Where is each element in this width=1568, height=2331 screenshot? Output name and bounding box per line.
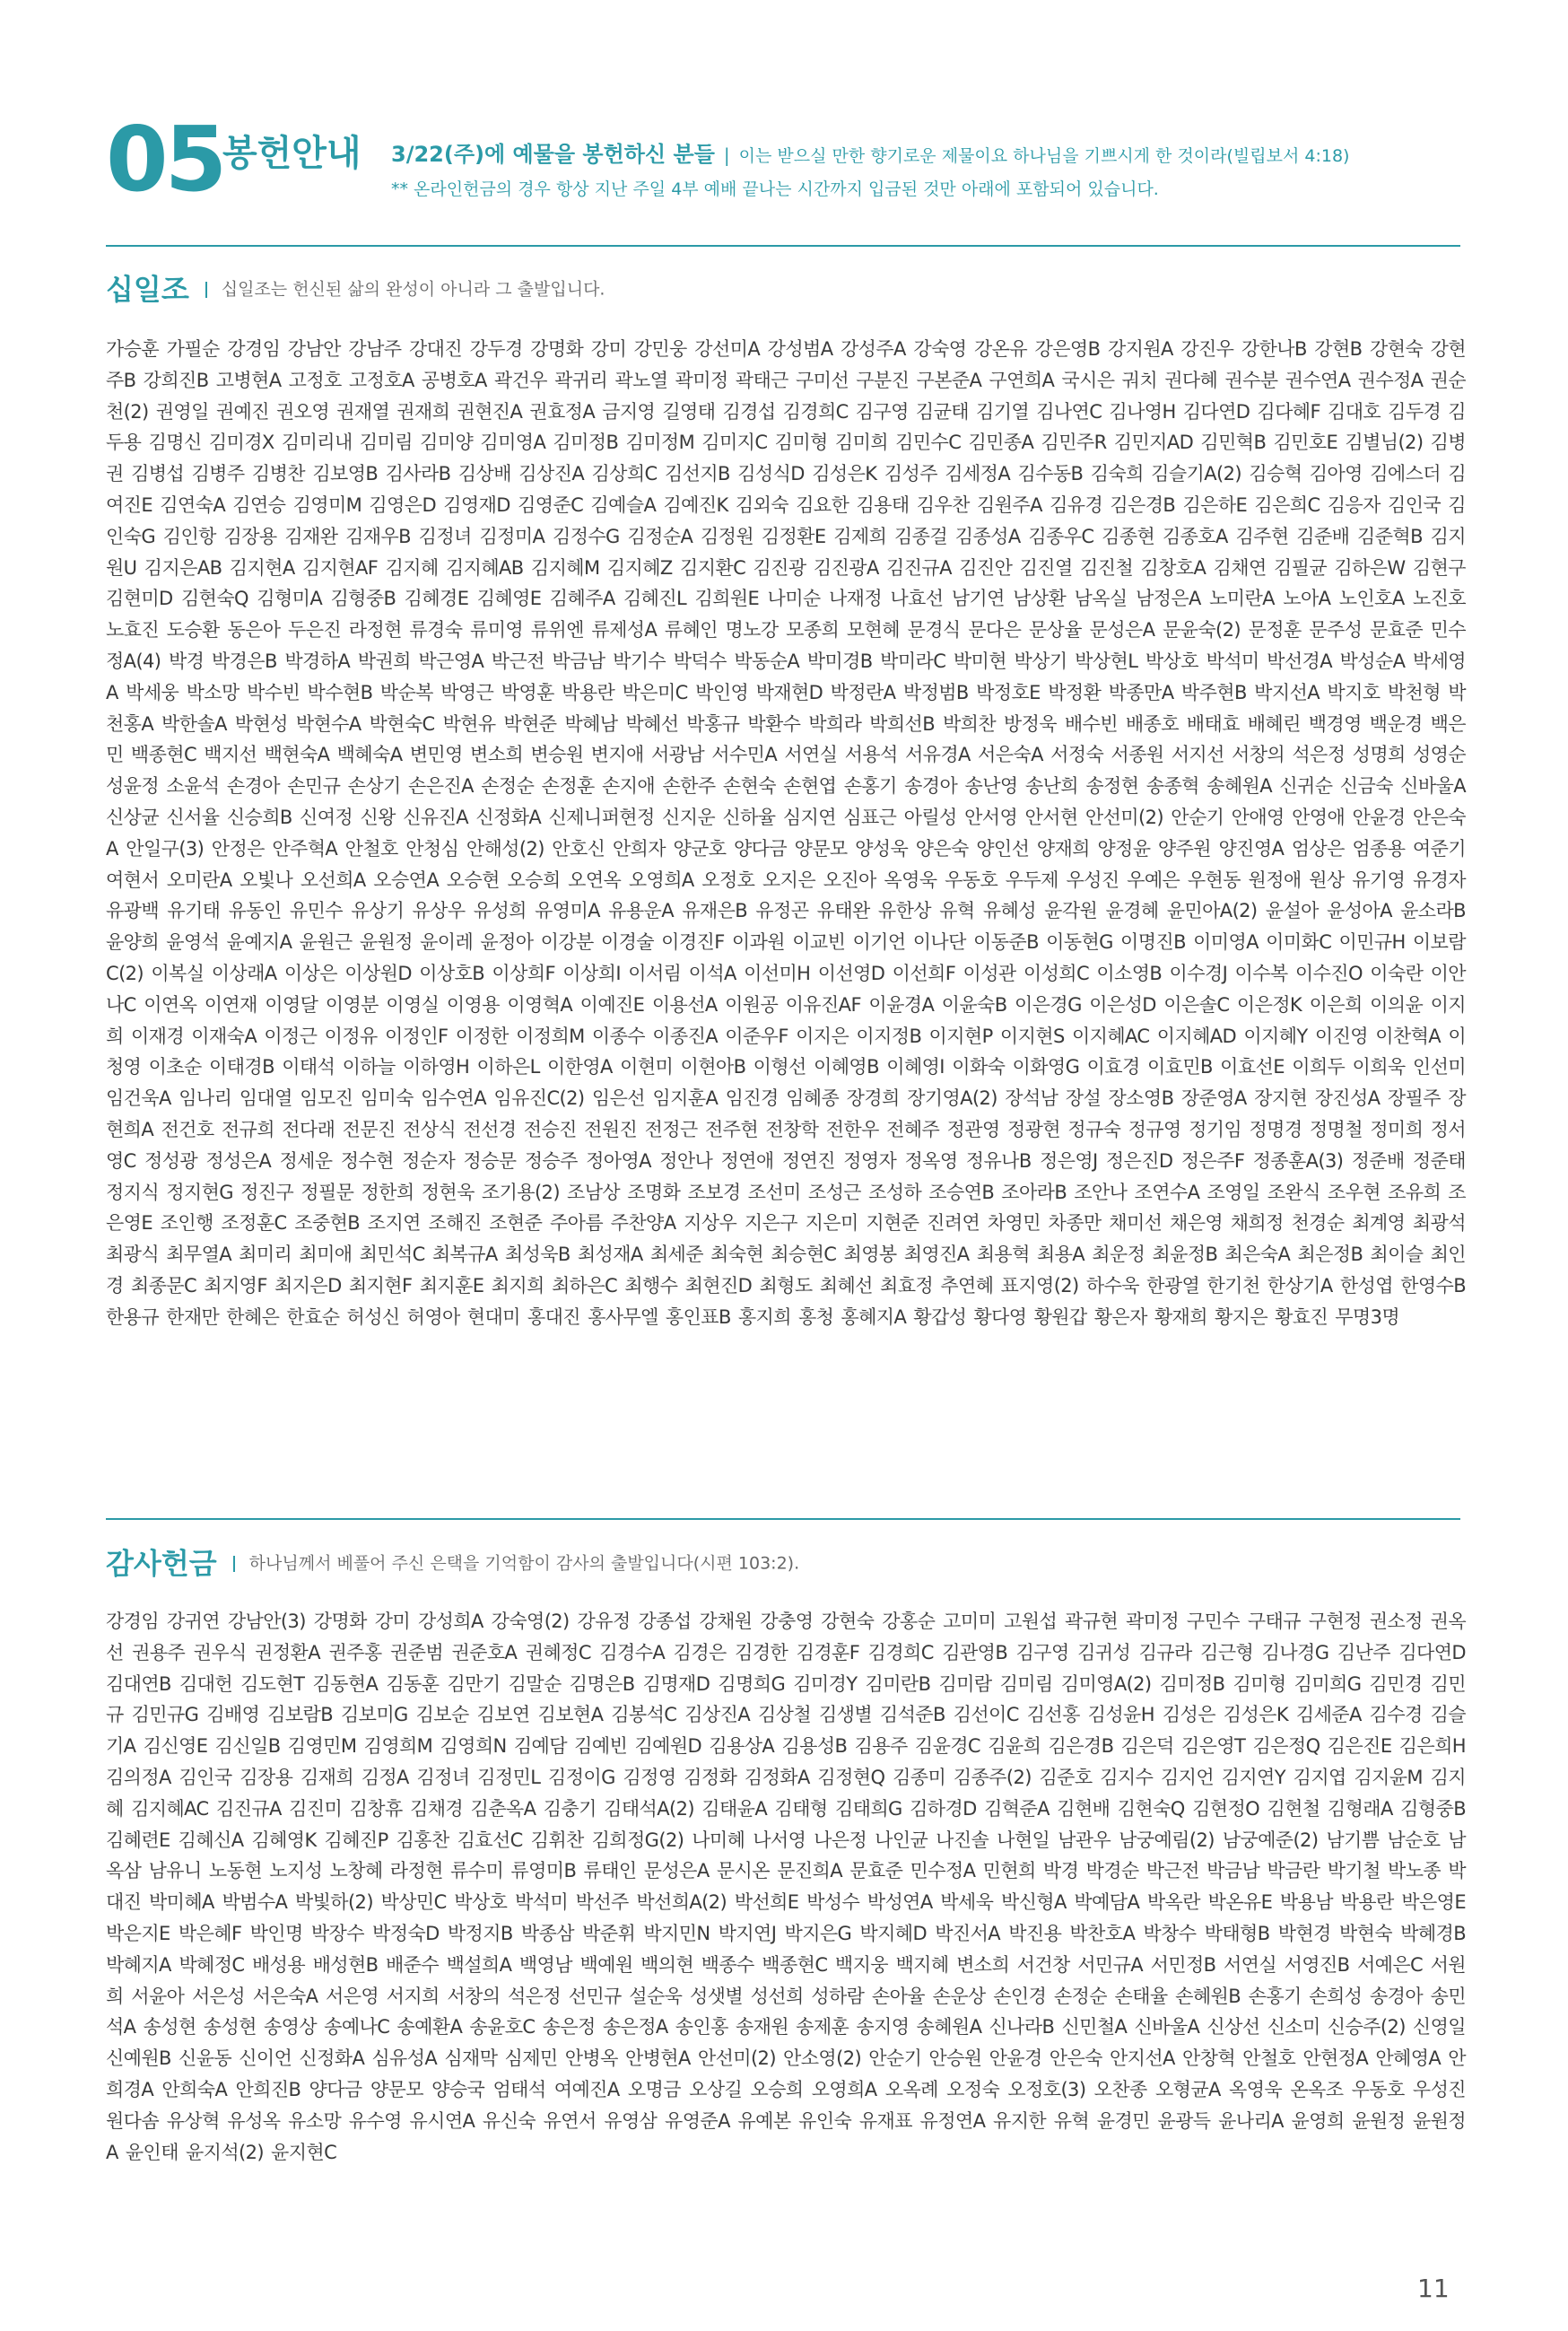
heading-bar bbox=[233, 1556, 235, 1572]
thanks-description: 하나님께서 베풀어 주신 은택을 기억함이 감사의 출발입니다(시편 103:2). bbox=[248, 1553, 800, 1574]
header-subtitle: 3/22(주)에 예물을 봉헌하신 분들 bbox=[391, 142, 715, 167]
tithe-description: 십일조는 헌신된 삶의 완성이 아니라 그 출발입니다. bbox=[221, 279, 605, 300]
section-number: 05 bbox=[106, 107, 224, 212]
divider-middle bbox=[106, 1518, 1460, 1520]
online-offering-note: ** 온라인헌금의 경우 항상 지난 주일 4부 예배 끝나는 시간까지 입금된 것만 아래에 포함되어 있습니다. bbox=[391, 179, 1159, 199]
heading-bar bbox=[205, 282, 207, 298]
thanks-names-list: 강경임 강귀연 강남안(3) 강명화 강미 강성희A 강숙영(2) 강유정 강종섭 강채원 강충영 강현숙 강홍순 고미미 고원섭 곽규현 곽미정 구민수 구태규 구현정 권소정 권옥선 권용주 권우식 권정환A 권주홍 권준범 권준호A 권혜정C 김경수A 김경은 김경한 김경훈F 김경희C 김관영B 김구영 김귀성 김규라 김근형 김나경G 김난주 김다연D 김대연B 김대헌 김도현T 김동현A 김동훈 김만기 김말순 김명은B 김명재D 김명희G 김미경Y 김미란B 김미람 김미림 김미영A(2) 김미정B 김미형 김미희G 김민경 김민규 김민규G 김배영 김보람B 김보미G 김보순 김보연 김보현A 김봉석C 김상진A 김상철 김생별 김석준B 김선이C 김선홍 김성윤H 김성은 김성은K 김세준A 김수경 김슬기A 김신영E 김신일B 김영민M 김영희M 김영희N 김예담 김예빈 김예원D 김용상A 김용성B 김용주 김윤경C 김윤희 김은경B 김은덕 김은영T 김은정Q 김은진E 김은희H 김의정A 김인국 김장용 김재희 김정A 김정녀 김정민L 김정이G 김정영 김정화 김정화A 김정현Q 김종미 김종주(2) 김준호 김지수 김지언 김지연Y 김지엽 김지윤M 김지혜 김지혜AC 김진규A 김진미 김창휴 김채경 김춘옥A 김충기 김태석A(2) 김태윤A 김태형 김태희G 김하경D 김혁준A 김현배 김현숙Q 김현정O 김현철 김형래A 김형중B 김혜련E 김혜신A 김혜영K 김혜진P 김홍찬 김효선C 김휘찬 김희정G(2) 나미혜 나서영 나은정 나인균 나진솔 나현일 남관우 남궁예림(2) 남궁예준(2) 남기쁨 남순호 남옥삼 남유니 노동현 노지성 노창혜 라정현 류수미 류영미B 류태인 문성은A 문시온 문진희A 문효준 민수정A 민현희 박경 박경순 박근전 박금남 박금란 박기철 박노종 박대진 박미혜A 박범수A 박빛하(2) 박상민C 박상호 박석미 박선주 박선희A(2) 박선희E 박성수 박성연A 박세욱 박신형A 박예담A 박옥란 박온유E 박용남 박용란 박은영E 박은지E 박은혜F 박인명 박장수 박정숙D 박정지B 박종삼 박준휘 박지민N 박지연J 박지은G 박지혜D 박진서A 박진용 박찬호A 박창수 박태형B 박현경 박현숙 박혜경B 박혜지A 박혜정C 배성용 배성현B 배준수 백설희A 백영남 백예원 백의현 백종수 백종현C 백지웅 백지혜 변소희 서건창 서민규A 서민정B 서연실 서영진B 서예은C 서원희 서윤아 서은성 서은숙A 서은영 서지희 서창의 석은정 선민규 설순욱 성샛별 성선희 성하람 손아율 손운상 손인경 손정순 손태율 손혜원B 손홍기 손희성 송경아 송민석A 송성현 송성현 송영상 송예나C 송예환A 송윤호C 송은정 송은정A 송인홍 송재원 송제훈 송지영 송혜원A 신나라B 신민철A 신바울A 신상선 신소미 신승주(2) 신영일 신예원B 신윤동 신이언 신정화A 심유성A 심재막 심제민 안병옥 안병현A 안선미(2) 안소영(2) 안순기 안승원 안윤경 안은숙 안지선A 안창혁 안철호 안현정A 안혜영A 안희경A 안희숙A 안희진B 양다금 양문모 양승국 엄태석 여예진A 오명금 오상길 오승희 오영희A 오옥례 오정숙 오정호(3) 오찬종 오형균A 옥영욱 온옥조 우동호 우성진 원다솜 유상혁 유성옥 유소망 유수영 유시연A 유신숙 유연서 유영삼 유영준A 유예본 유인숙 유재표 유정연A 유지한 유혁 윤경민 윤광득 윤나리A 윤영희 윤원정 윤원정A 윤인태 윤지석(2) 윤지현C bbox=[106, 1611, 1466, 2163]
page-header bbox=[106, 107, 1460, 212]
thanks-title: 감사헌금 bbox=[106, 1546, 217, 1581]
header-line bbox=[391, 138, 1349, 173]
tithe-heading bbox=[106, 269, 605, 310]
tithe-names-list: 가승훈 가필순 강경임 강남안 강남주 강대진 강두경 강명화 강미 강민웅 강선미A 강성범A 강성주A 강숙영 강온유 강은영B 강지원A 강진우 강한나B 강현B 강현숙 강현주B 강희진B 고병현A 고정호 고정호A 공병호A 곽건우 곽귀리 곽노열 곽미정 곽태근 구미선 구분진 구본준A 구연희A 국시은 궈치 권다혜 권수분 권수연A 권수정A 권순천(2) 권영일 권예진 권오영 권재열 권재희 권현진A 권효정A 금지영 길영태 김경섭 김경희C 김구영 김균태 김기열 김나연C 김나영H 김다연D 김다혜F 김대호 김두경 김두용 김명신 김미경X 김미리내 김미림 김미양 김미영A 김미정B 김미정M 김미지C 김미형 김미희 김민수C 김민종A 김민주R 김민지AD 김민혁B 김민호E 김별님(2) 김병권 김병섭 김병주 김병찬 김보영B 김사라B 김상배 김상진A 김상희C 김선지B 김성식D 김성은K 김성주 김세정A 김수동B 김숙희 김슬기A(2) 김승혁 김아영 김에스더 김여진E 김연숙A 김연승 김영미M 김영은D 김영재D 김영준C 김예슬A 김예진K 김외숙 김요한 김용태 김우찬 김원주A 김유경 김은경B 김은하E 김은희C 김응자 김인국 김인숙G 김인항 김장용 김재완 김재우B 김정녀 김정미A 김정수G 김정순A 김정원 김정환E 김제희 김종걸 김종성A 김종우C 김종현 김종호A 김주현 김준배 김준혁B 김지원U 김지은AB 김지현A 김지현AF 김지혜 김지혜AB 김지혜M 김지혜Z 김지환C 김진광 김진광A 김진규A 김진안 김진열 김진철 김창호A 김채연 김필균 김하은W 김현구 김현미D 김현숙Q 김형미A 김형중B 김혜경E 김혜영E 김혜주A 김혜진L 김희원E 나미순 나재정 나효선 남기연 남상환 남옥실 남정은A 노미란A 노아A 노인호A 노진호 노효진 도승환 동은아 두은진 라정현 류경숙 류미영 류위엔 류제성A 류혜인 명노강 모종희 모현혜 문경식 문다은 문상율 문성은A 문윤숙(2) 문정훈 문주성 문효준 민수정A(4) 박경 박경은B 박경하A 박권희 박근영A 박근전 박금남 박기수 박덕수 박동순A 박미경B 박미라C 박미현 박상기 박상현L 박상호 박석미 박선경A 박성순A 박세영A 박세웅 박소망 박수빈 박수현B 박순복 박영근 박영훈 박용란 박은미C 박인영 박재현D 박정란A 박정범B 박정호E 박정환 박종만A 박주현B 박지선A 박지호 박천형 박천홍A 박한솔A 박현성 박현수A 박현숙C 박현유 박현준 박혜남 박혜선 박홍규 박환수 박희라 박희선B 박희찬 방정욱 배수빈 배종호 배태효 배혜린 백경영 백운경 백은민 백종현C 백지선 백현숙A 백혜숙A 변민영 변소희 변승원 변지애 서광남 서수민A 서연실 서용석 서유경A 서은숙A 서정숙 서종원 서지선 서창의 석은정 성명희 성영순 성윤정 소윤석 손경아 손민규 손상기 손은진A 손정순 손정훈 손지애 손한주 손현숙 손현엽 손홍기 송경아 송난영 송난희 송정현 송종혁 송혜원A 신귀순 신금숙 신바울A 신상균 신서율 신승희B 신여정 신왕 신유진A 신정화A 신제니퍼현정 신지운 신하율 심지연 심표근 아릴성 안서영 안서현 안선미(2) 안순기 안애영 안영애 안윤경 안은숙A 안일구(3) 안정은 안주혁A 안철호 안청심 안해성(2) 안호신 안희자 양군호 양다금 양문모 양성욱 양은숙 양인선 양재희 양정윤 양주원 양진영A 엄상은 엄종용 여준기 여현서 오미란A 오빛나 오선희A 오승연A 오승현 오승희 오연옥 오영희A 오정호 오지은 오진아 옥영욱 우동호 우두제 우성진 우예은 우현동 원정애 원상 유기영 유경자 유광백 유기태 유동인 유민수 유상기 유상우 유성희 유영미A 유용운A 유재은B 유정곤 유태완 유한상 유혁 유혜성 윤각원 윤경혜 윤민아A(2) 윤설아 윤성아A 윤소라B 윤양희 윤영석 윤예지A 윤원근 윤원정 윤이레 윤정아 이강분 이경술 이경진F 이과원 이교빈 이기언 이나단 이동준B 이동현G 이명진B 이미영A 이미화C 이민규H 이보람C(2) 이복실 이상래A 이상은 이상원D 이상호B 이상희F 이상희I 이서림 이석A 이선미H 이선영D 이선희F 이성관 이성희C 이소영B 이수경J 이수복 이수진O 이숙란 이안나C 이연옥 이연재 이영달 이영분 이영실 이영용 이영혁A 이예진E 이용선A 이원공 이유진AF 이윤경A 이윤숙B 이은경G 이은성D 이은솔C 이은정K 이은희 이의윤 이지희 이재경 이재숙A 이정근 이정유 이정인F 이정한 이정희M 이종수 이종진A 이준우F 이지은 이지정B 이지현P 이지현S 이지혜AC 이지혜AD 이지혜Y 이진영 이찬혁A 이청영 이초순 이태경B 이태석 이하늘 이하영H 이하은L 이한영A 이현미 이현아B 이형선 이혜영B 이혜영I 이화숙 이화영G 이효경 이효민B 이효선E 이희두 이희욱 인선미 임건욱A 임나리 임대열 임모진 임미숙 임수연A 임유진C(2) 임은선 임지훈A 임진경 임혜종 장경희 장기영A(2) 장석남 장설 장소영B 장준영A 장지현 장진성A 장필주 장현희A 전건호 전규희 전다래 전문진 전상식 전선경 전승진 전원진 전정근 전주현 전창학 전한우 전혜주 정관영 정광현 정규숙 정규영 정기임 정명경 정명철 정미희 정서영C 정성광 정성은A 정세운 정수현 정순자 정승문 정승주 정아영A 정안나 정연애 정연진 정영자 정옥영 정유나B 정은영J 정은진D 정은주F 정종훈A(3) 정준배 정준태 정지식 정지현G 정진구 정필문 정한희 정현욱 조기용(2) 조남상 조명화 조보경 조선미 조성근 조성하 조승연B 조아라B 조안나 조연수A 조영일 조완식 조우현 조유희 조은영E 조인행 조정훈C 조중현B 조지연 조해진 조현준 주아름 주찬양A 지상우 지은구 지은미 지현준 진려연 차영민 차종만 채미선 채은영 채희정 천경순 최계영 최광석 최광식 최무열A 최미리 최미애 최민석C 최복규A 최성욱B 최성재A 최세준 최숙현 최승현C 최영봉 최영진A 최용혁 최용A 최운정 최윤정B 최은숙A 최은정B 최이슬 최인경 최종문C 최지영F 최지은D 최지현F 최지훈E 최지희 최하은C 최행수 최현진D 최형도 최혜선 최효정 추연혜 표지영(2) 하수욱 한광열 한기천 한상기A 한성엽 한영수B 한용규 한재만 한혜은 한효순 허성신 허영아 현대미 홍대진 홍사무엘 홍인표B 홍지희 홍청 홍혜지A 황갑성 황다영 황원갑 황은자 황재희 황지은 황효진 무명3명 bbox=[106, 338, 1466, 1328]
tithe-title: 십일조 bbox=[106, 272, 189, 307]
header-verse: 이는 받으실 만한 향기로운 제물이요 하나님을 기쁘시게 한 것이라(빌립보서 4:18) bbox=[738, 146, 1350, 166]
section-title: 봉헌안내 bbox=[222, 133, 362, 174]
thanks-heading bbox=[106, 1543, 799, 1584]
divider-top bbox=[106, 245, 1460, 247]
page-number: 11 bbox=[1417, 2274, 1450, 2303]
header-separator: | bbox=[723, 144, 730, 166]
